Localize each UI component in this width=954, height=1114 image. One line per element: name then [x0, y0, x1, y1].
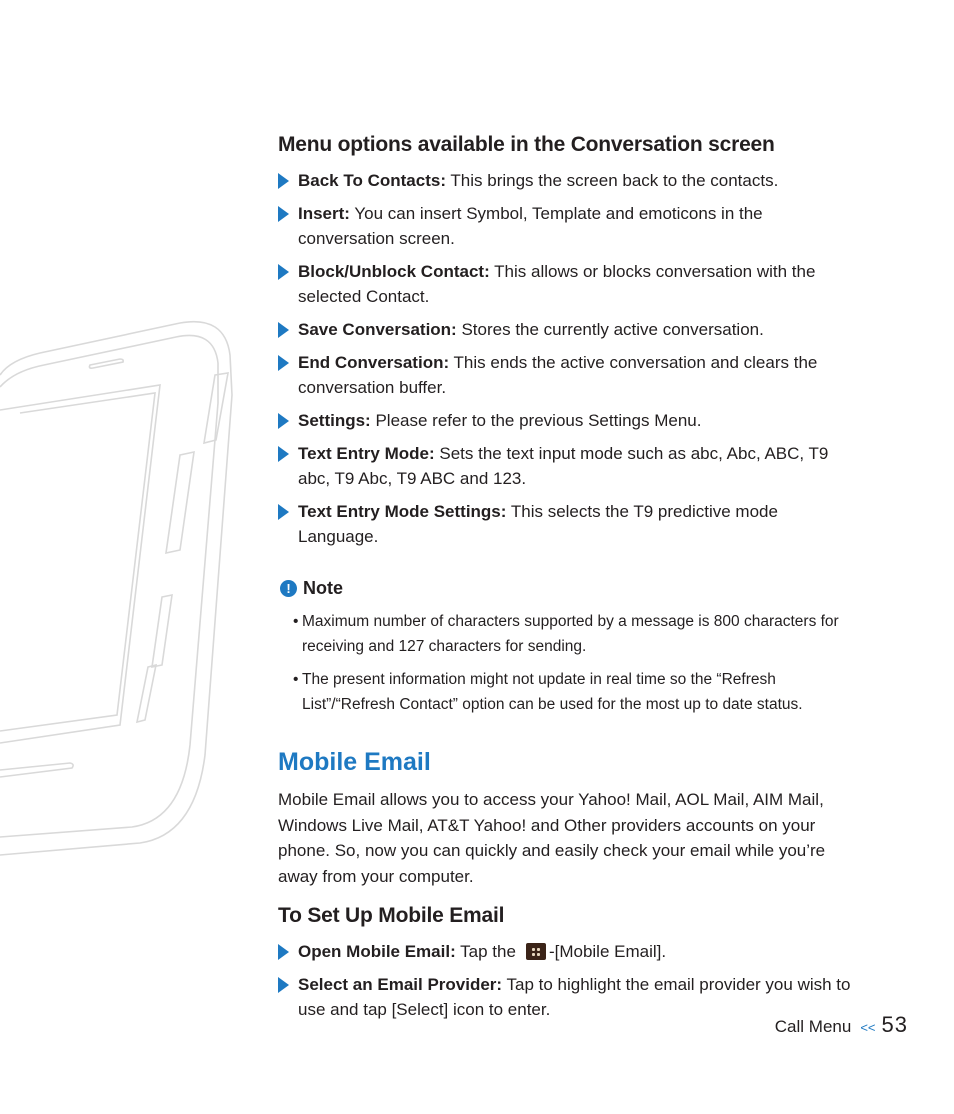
- footer-chevrons: <<: [860, 1020, 876, 1035]
- step-label: Select an Email Provider:: [298, 975, 503, 994]
- page-content: [278, 130, 858, 1030]
- bullet-arrow-icon: [278, 504, 289, 520]
- option-text: This ends the active conversation and clears the conversation buffer.: [298, 353, 818, 397]
- section-heading-conversation-menu: Menu options available in the Conversation screen: [278, 133, 775, 156]
- note-text: The present information might not update in real time so the “Refresh List”/“Refresh Contact” option can be used for the most up to date status.: [302, 671, 803, 713]
- note-item: [278, 609, 858, 659]
- menu-option-settings: [278, 408, 858, 433]
- step-text-before: Tap the: [455, 942, 516, 961]
- bullet-arrow-icon: [278, 206, 289, 222]
- menu-option-back-to-contacts: [278, 168, 858, 193]
- option-label: Block/Unblock Contact:: [298, 262, 490, 281]
- note-heading: [278, 575, 858, 601]
- menu-option-block-unblock: [278, 259, 858, 309]
- setup-step-select-provider: [278, 972, 858, 1022]
- phone-illustration: [0, 315, 240, 875]
- option-label: Insert:: [298, 204, 350, 223]
- option-label: Text Entry Mode Settings:: [298, 502, 507, 521]
- menu-grid-icon: [526, 943, 546, 960]
- menu-option-text-entry-mode-settings: [278, 499, 858, 549]
- menu-option-save-conversation: [278, 317, 858, 342]
- option-label: End Conversation:: [298, 353, 450, 372]
- menu-option-end-conversation: [278, 350, 858, 400]
- note-title: Note: [303, 577, 343, 598]
- bullet-arrow-icon: [278, 355, 289, 371]
- option-text: This allows or blocks conversation with the selected Contact.: [298, 262, 816, 306]
- bullet-arrow-icon: [278, 413, 289, 429]
- option-text: You can insert Symbol, Template and emoticons in the conversation screen.: [298, 204, 763, 248]
- option-label: Save Conversation:: [298, 320, 457, 339]
- option-text: This selects the T9 predictive mode Language.: [298, 502, 778, 546]
- menu-option-insert: [278, 201, 858, 251]
- bullet-arrow-icon: [278, 446, 289, 462]
- option-text: Stores the currently active conversation.: [456, 320, 764, 339]
- exclamation-icon: !: [280, 580, 297, 597]
- bullet-dot: •: [293, 671, 299, 688]
- step-text: Tap to highlight the email provider you wish to use and tap [Select] icon to enter.: [298, 975, 851, 1019]
- note-text: Maximum number of characters supported by a message is 800 characters for receiving and 127 characters for sending.: [302, 613, 839, 655]
- bullet-dot: •: [293, 613, 299, 630]
- setup-step-open-mobile-email: [278, 939, 858, 964]
- option-text: This brings the screen back to the contacts.: [446, 171, 779, 190]
- option-label: Text Entry Mode:: [298, 444, 435, 463]
- page-footer: [775, 1012, 908, 1038]
- option-label: Back To Contacts:: [298, 171, 446, 190]
- mobile-email-title: Mobile Email: [278, 748, 431, 776]
- option-text: Please refer to the previous Settings Menu.: [370, 411, 702, 430]
- bullet-arrow-icon: [278, 977, 289, 993]
- step-label: Open Mobile Email:: [298, 942, 456, 961]
- bullet-arrow-icon: [278, 322, 289, 338]
- menu-option-text-entry-mode: [278, 441, 858, 491]
- footer-section-name: Call Menu: [774, 1017, 852, 1036]
- setup-heading: To Set Up Mobile Email: [278, 904, 505, 927]
- note-item: [278, 667, 858, 717]
- step-text-after: -[Mobile Email].: [548, 942, 667, 961]
- bullet-arrow-icon: [278, 264, 289, 280]
- option-label: Settings:: [298, 411, 371, 430]
- mobile-email-intro: Mobile Email allows you to access your Yahoo! Mail, AOL Mail, AIM Mail, Windows Live Mail, AT&T Yahoo! and Other providers accounts on your phone. So, now you can quickly and easily check your email while you’re away from your computer.: [278, 790, 826, 886]
- bullet-arrow-icon: [278, 173, 289, 189]
- bullet-arrow-icon: [278, 944, 289, 960]
- page-number: 53: [881, 1012, 908, 1037]
- option-text: Sets the text input mode such as abc, Abc, ABC, T9 abc, T9 Abc, T9 ABC and 123.: [298, 444, 829, 488]
